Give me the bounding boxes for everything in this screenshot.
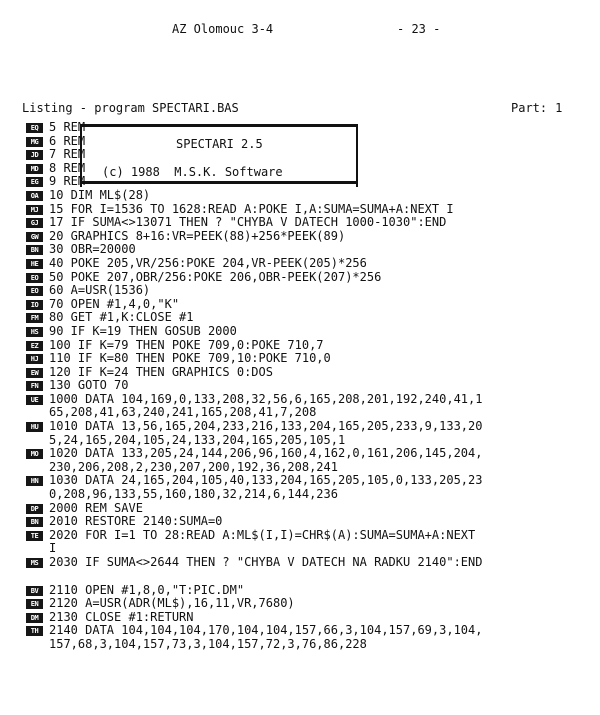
listing-line <box>26 515 582 529</box>
checksum-badge: HJ <box>26 354 43 364</box>
checksum-badge: FM <box>26 313 43 323</box>
rem-box-title: SPECTARI 2.5 <box>176 137 263 151</box>
checksum-badge: MJ <box>26 205 43 215</box>
listing-line <box>26 230 582 244</box>
checksum-badge: HN <box>26 476 43 486</box>
part-indicator <box>511 101 562 115</box>
checksum-badge: MO <box>26 449 43 459</box>
checksum-badge: EN <box>26 599 43 609</box>
checksum-badge: HU <box>26 422 43 432</box>
checksum-badge: MG <box>26 137 43 147</box>
checksum-badge: DM <box>26 613 43 623</box>
line-code: 15 FOR I=1536 TO 1628:READ A:POKE I,A:SUMA=SUMA+A:NEXT I <box>49 201 454 216</box>
checksum-badge: BN <box>26 245 43 255</box>
line-code: 1010 DATA 13,56,165,204,233,216,133,204,165,205,233,9,133,20 5,24,165,204,105,24,133,204,165,205,105,1 <box>49 419 483 447</box>
checksum-badge: HE <box>26 259 43 269</box>
checksum-badge: EZ <box>26 341 43 351</box>
line-code: 1030 DATA 24,165,204,105,40,133,204,165,205,105,0,133,205,23 0,208,96,133,55,160,180,32,214,6,144,236 <box>49 473 483 502</box>
checksum-badge: EW <box>26 368 43 378</box>
listing-line <box>26 379 582 393</box>
listing-title: Listing - program SPECTARI.BAS <box>22 101 239 115</box>
listing-line <box>26 366 582 380</box>
line-code: 8 REM <box>49 160 86 175</box>
listing-gap <box>26 570 582 584</box>
checksum-badge: GJ <box>26 218 43 228</box>
line-code: 80 GET #1,K:CLOSE #1 <box>49 310 194 325</box>
listing-line <box>26 311 582 325</box>
line-code: 2010 RESTORE 2140:SUMA=0 <box>49 514 223 529</box>
listing-line <box>26 584 582 598</box>
checksum-badge: EO <box>26 273 43 283</box>
line-code: 2120 A=USR(ADR(ML$),16,11,VR,7680) <box>49 596 295 611</box>
line-code: 10 DIM ML$(28) <box>49 187 151 202</box>
listing-line <box>26 420 582 447</box>
line-code: 70 OPEN #1,4,0,"K" <box>49 296 180 311</box>
program-listing <box>26 121 582 652</box>
listing-line <box>26 189 582 203</box>
page-number: - 23 - <box>397 22 441 36</box>
line-code: 7 REM <box>49 147 86 162</box>
listing-line <box>26 284 582 298</box>
listing-line <box>26 203 582 217</box>
line-code: 5 REM <box>49 120 86 134</box>
line-code: 2000 REM SAVE <box>49 500 143 515</box>
listing-line <box>26 162 582 176</box>
listing-line <box>26 393 582 420</box>
checksum-badge: EO <box>26 286 43 296</box>
checksum-badge: HS <box>26 327 43 337</box>
rem-box-copyright: (c) 1988 M.S.K. Software <box>102 165 283 179</box>
line-code: 9 REM <box>49 174 86 189</box>
checksum-badge: OA <box>26 191 43 201</box>
part-number: 1 <box>555 101 563 115</box>
line-code: 60 A=USR(1536) <box>49 283 151 298</box>
line-code: 1000 DATA 104,169,0,133,208,32,56,6,165,208,201,192,240,41,1 65,208,41,63,240,241,165,208,41,7,208 <box>49 391 483 420</box>
checksum-badge: FN <box>26 381 43 391</box>
checksum-badge: BN <box>26 517 43 527</box>
line-code: 130 GOTO 70 <box>49 378 129 393</box>
checksum-badge: EG <box>26 177 43 187</box>
line-code: 50 POKE 207,OBR/256:POKE 206,OBR-PEEK(207)*256 <box>49 269 382 284</box>
checksum-badge: MS <box>26 558 43 568</box>
checksum-badge: MD <box>26 164 43 174</box>
line-code: 2130 CLOSE #1:RETURN <box>49 609 194 624</box>
listing-line <box>26 243 582 257</box>
listing-line <box>26 624 582 651</box>
listing-line <box>26 298 582 312</box>
header-left: AZ Olomouc 3-4 <box>172 22 274 36</box>
line-code: 120 IF K=24 THEN GRAPHICS 0:DOS <box>49 364 273 379</box>
listing-line <box>26 135 582 149</box>
line-code: 1020 DATA 133,205,24,144,206,96,160,4,162,0,161,206,145,204, 230,206,208,2,230,207,200,192,36,208,241 <box>49 446 483 474</box>
listing-line <box>26 148 582 162</box>
checksum-badge: TH <box>26 626 43 636</box>
line-code: 6 REM <box>49 133 86 148</box>
line-code: 90 IF K=19 THEN GOSUB 2000 <box>49 323 237 338</box>
line-code: 2030 IF SUMA<>2644 THEN ? "CHYBA V DATECH NA RADKU 2140":END <box>49 555 483 569</box>
line-code: 2140 DATA 104,104,104,170,104,104,157,66,3,104,157,69,3,104, 157,68,3,104,157,73,3,104,157,72,3,76,86,228 <box>49 623 483 651</box>
listing-line <box>26 121 582 135</box>
listing-line <box>26 556 582 570</box>
listing-line <box>26 257 582 271</box>
line-code: 30 OBR=20000 <box>49 242 136 257</box>
checksum-badge: TE <box>26 531 43 541</box>
checksum-badge: DP <box>26 504 43 514</box>
checksum-badge: GW <box>26 232 43 242</box>
line-code: 2020 FOR I=1 TO 28:READ A:ML$(I,I)=CHR$(A):SUMA=SUMA+A:NEXT I <box>49 527 476 556</box>
listing-line <box>26 339 582 353</box>
listing-line <box>26 175 582 189</box>
line-code: 40 POKE 205,VR/256:POKE 204,VR-PEEK(205)*256 <box>49 255 367 270</box>
listing-line <box>26 529 582 556</box>
line-code: 20 GRAPHICS 8+16:VR=PEEK(88)+256*PEEK(89) <box>49 228 346 243</box>
listing-line <box>26 271 582 285</box>
line-code: 110 IF K=80 THEN POKE 709,10:POKE 710,0 <box>49 351 331 366</box>
listing-line <box>26 597 582 611</box>
listing-line <box>26 325 582 339</box>
line-code: 2110 OPEN #1,8,0,"T:PIC.DM" <box>49 582 245 597</box>
listing-line <box>26 447 582 474</box>
checksum-badge: IO <box>26 300 43 310</box>
listing-line <box>26 502 582 516</box>
line-code: 100 IF K=79 THEN POKE 709,0:POKE 710,7 <box>49 337 324 352</box>
listing-line <box>26 352 582 366</box>
part-label: Part: <box>511 101 548 115</box>
listing-line <box>26 216 582 230</box>
checksum-badge: EQ <box>26 123 43 133</box>
line-code: 17 IF SUMA<>13071 THEN ? "CHYBA V DATECH 1000-1030":END <box>49 215 447 230</box>
checksum-badge: BV <box>26 586 43 596</box>
listing-line <box>26 474 582 501</box>
checksum-badge: JD <box>26 150 43 160</box>
checksum-badge: UE <box>26 395 43 405</box>
listing-line <box>26 611 582 625</box>
